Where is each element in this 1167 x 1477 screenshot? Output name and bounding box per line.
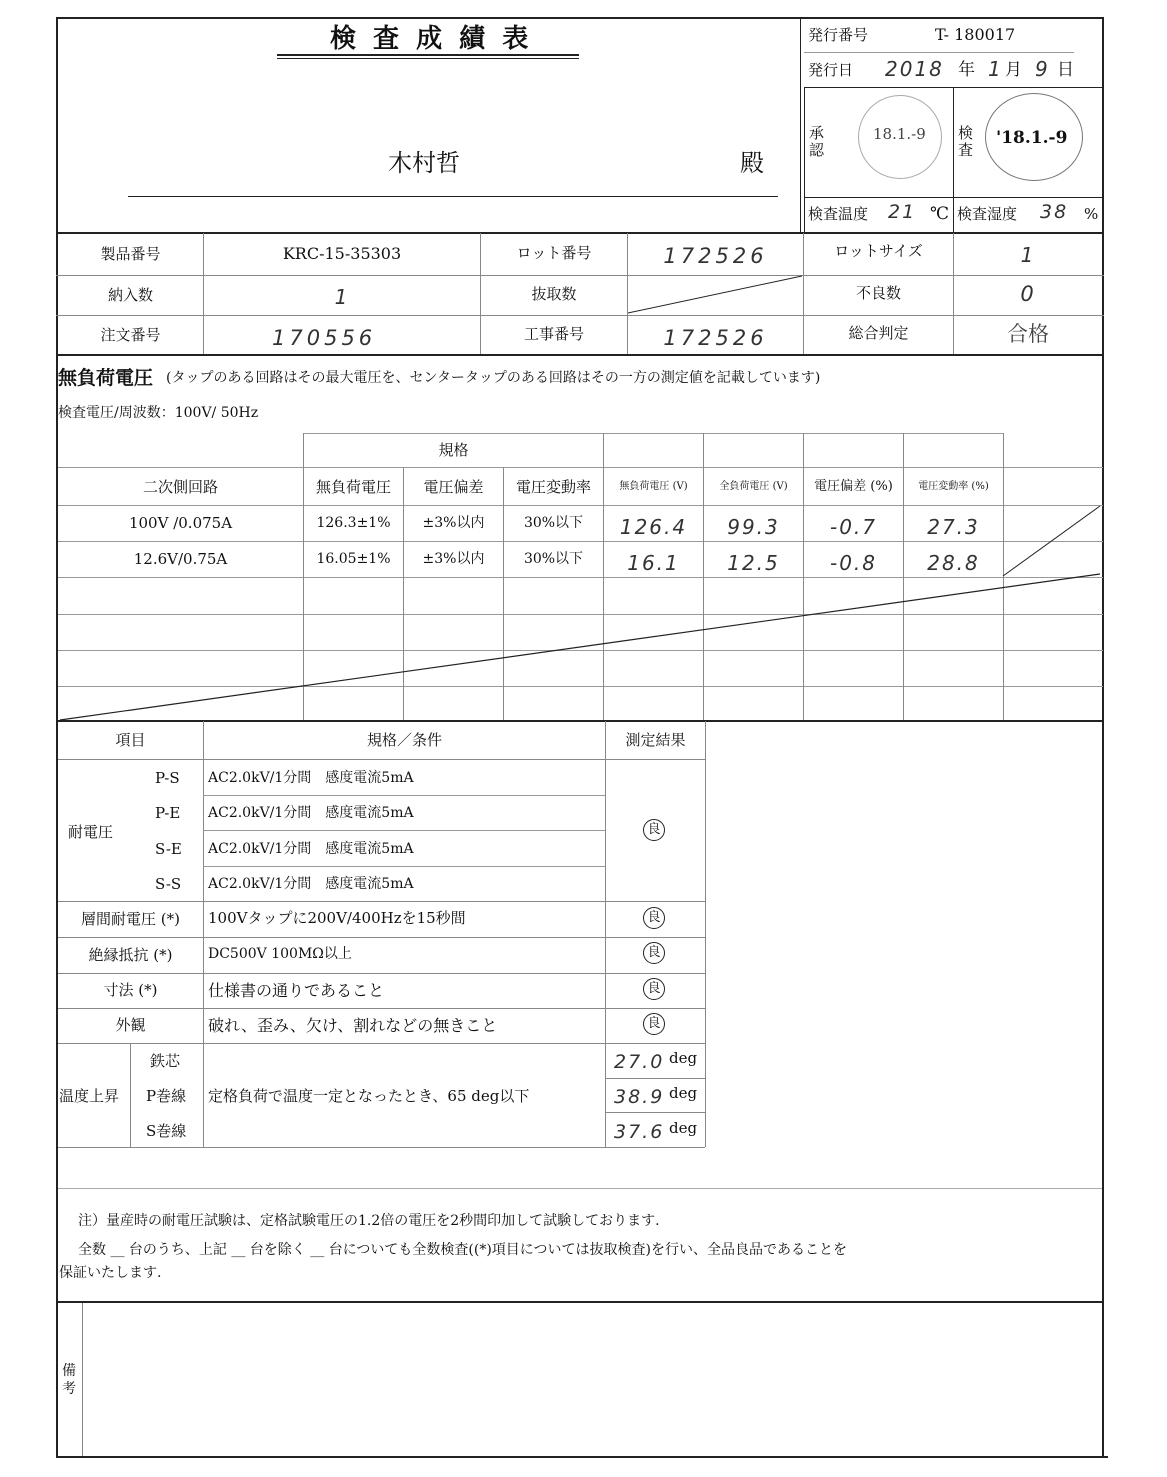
row2-fullload-v: 12.5 [727,551,780,575]
dimension-result: 良 [643,978,665,1000]
issue-month-unit: 月 [1005,60,1022,80]
withstand-se-spec: AC2.0kV/1分間 感度電流5mA [208,841,414,857]
note-2b: 保証いたします. [59,1265,162,1281]
row1-spec-dev: ±3%以内 [422,515,485,531]
appearance-result: 良 [643,1013,665,1035]
withstand-ss-label: S-S [155,875,182,893]
defect-label: 不良数 [855,284,901,302]
row1-circuit: 100V /0.075A [128,514,233,532]
col-spec-deviation: 電圧偏差 [423,478,484,496]
product-no: KRC-15-35303 [282,244,402,263]
row2-circuit: 12.6V/0.75A [133,550,228,568]
sampled-label: 抜取数 [531,285,577,303]
issue-date-label: 発行日 [808,61,854,79]
temp-value: 21 [888,201,917,223]
noload-heading: 無負荷電圧 [58,367,154,389]
defect-count: 0 [1020,282,1036,306]
test-col-item: 項目 [115,731,146,749]
sampled-cancel-line [628,276,802,313]
col-meas-regulation: 電圧変動率 (%) [918,481,989,492]
judgement: 合格 [1007,322,1049,346]
document-title: 検 査 成 績 表 [330,24,533,54]
temp-rise-p-label: P巻線 [146,1087,187,1105]
delivered: 1 [334,285,350,309]
inspect-stamp-date: '18.1.-9 [996,128,1068,148]
withstand-pe-spec: AC2.0kV/1分間 感度電流5mA [208,805,414,821]
temp-rise-core-value: 27.0 [614,1051,665,1073]
issue-year-unit: 年 [958,60,975,80]
row1-fullload-v: 99.3 [727,515,780,539]
row1-spec-v: 126.3±1% [316,515,391,531]
interlayer-result: 良 [643,907,665,929]
note-1: 注）量産時の耐電圧試験は、定格試験電圧の1.2倍の電圧を2秒間印加して試験しております. [78,1213,660,1229]
lot-size: 1 [1020,243,1036,267]
approve-label: 承認 [809,124,825,159]
insulation-result: 良 [643,942,665,964]
lot-no: 172526 [663,244,768,268]
col-circuit: 二次側回路 [142,478,218,496]
temp-unit: ℃ [930,204,950,224]
note-2a: 全数 __ 台のうち、上記 __ 台を除く __ 台についても全数検査((*)項目については抜取検査)を行い、全品良品であることを [78,1242,847,1258]
insulation-spec: DC500V 100MΩ以上 [208,946,352,962]
row2-spec-dev: ±3%以内 [422,551,485,567]
row1-spec-reg: 30%以下 [523,515,584,531]
interlayer-item: 層間耐電圧 (*) [81,910,180,928]
withstand-label: 耐電圧 [68,823,114,841]
issue-day-unit: 日 [1057,60,1074,80]
row1-noload-v: 126.4 [619,515,688,539]
humid-unit: % [1084,205,1099,223]
issue-no-label: 発行番号 [808,26,869,44]
temp-label: 検査温度 [808,205,869,223]
appearance-item: 外観 [115,1016,146,1034]
dimension-item: 寸法 (*) [103,981,158,999]
temp-rise-p-unit: deg [669,1084,698,1102]
row2-deviation: -0.8 [829,551,878,575]
remarks-label: 備考 [62,1363,76,1398]
row1-regulation: 27.3 [927,515,980,539]
appearance-spec: 破れ、歪み、欠け、割れなどの無きこと [208,1016,498,1035]
withstand-pe-label: P-E [155,804,181,822]
temp-rise-core-unit: deg [669,1049,698,1067]
work-no: 172526 [663,326,768,350]
order-no-label: 注文番号 [100,326,161,344]
product-no-label: 製品番号 [100,245,161,263]
noload-table-cancel-line [60,574,1100,720]
dimension-spec: 仕様書の通りであること [208,981,385,1000]
humid-value: 38 [1040,201,1069,223]
row2-regulation: 28.8 [927,551,980,575]
noload-test-condition: 検査電圧/周波数：100V/ 50Hz [58,405,259,421]
temp-rise-p-value: 38.9 [614,1086,665,1108]
col-meas-fullload: 全負荷電圧 (V) [719,481,788,492]
noload-heading-note: (タップのある回路はその最大電圧を、センタータップのある回路はその一方の測定値を記載しています) [166,370,821,386]
spec-header: 規格 [438,441,469,459]
col-spec-regulation: 電圧変動率 [515,478,591,496]
row2-spec-reg: 30%以下 [523,551,584,567]
issue-no-value: T- 180017 [935,25,1016,44]
temp-rise-spec: 定格負荷で温度一定となったとき、65 deg以下 [208,1087,530,1105]
insulation-item: 絶縁抵抗 (*) [88,946,173,964]
issue-day: 9 [1035,57,1050,81]
col-meas-deviation: 電圧偏差 (%) [814,479,893,494]
recipient-name: 木村哲 [388,149,460,177]
issue-month: 1 [988,57,1003,81]
interlayer-spec: 100Vタップに200V/400Hzを15秒間 [208,909,466,927]
work-no-label: 工事番号 [523,325,584,343]
inspect-label: 検査 [958,124,974,159]
recipient-honorific: 殿 [740,149,764,177]
col-meas-noload: 無負荷電圧 (V) [619,481,688,492]
temp-rise-s-value: 37.6 [614,1121,665,1143]
withstand-ps-label: P-S [155,769,180,787]
approve-stamp-date: 18.1.-9 [873,125,926,143]
withstand-result: 良 [643,819,665,841]
lot-size-label: ロットサイズ [834,242,923,260]
temp-rise-s-unit: deg [669,1119,698,1137]
temp-rise-s-label: S巻線 [146,1122,187,1140]
order-no: 170556 [272,326,377,350]
withstand-ps-spec: AC2.0kV/1分間 感度電流5mA [208,770,414,786]
row2-noload-v: 16.1 [627,551,680,575]
col-spec-noload: 無負荷電圧 [315,478,391,496]
noload-side-cancel-line [1003,506,1100,576]
temp-rise-label: 温度上昇 [59,1087,120,1105]
withstand-ss-spec: AC2.0kV/1分間 感度電流5mA [208,876,414,892]
temp-rise-core-label: 鉄芯 [150,1052,181,1070]
delivered-label: 納入数 [107,286,153,304]
row2-spec-v: 16.05±1% [316,551,391,567]
judgement-label: 総合判定 [848,324,909,342]
test-col-spec: 規格／条件 [366,731,442,749]
withstand-se-label: S-E [155,840,182,858]
lot-no-label: ロット番号 [516,244,592,262]
humid-label: 検査湿度 [957,205,1018,223]
row1-deviation: -0.7 [829,515,878,539]
issue-year: 2018 [885,57,944,81]
test-col-result: 測定結果 [625,731,686,749]
